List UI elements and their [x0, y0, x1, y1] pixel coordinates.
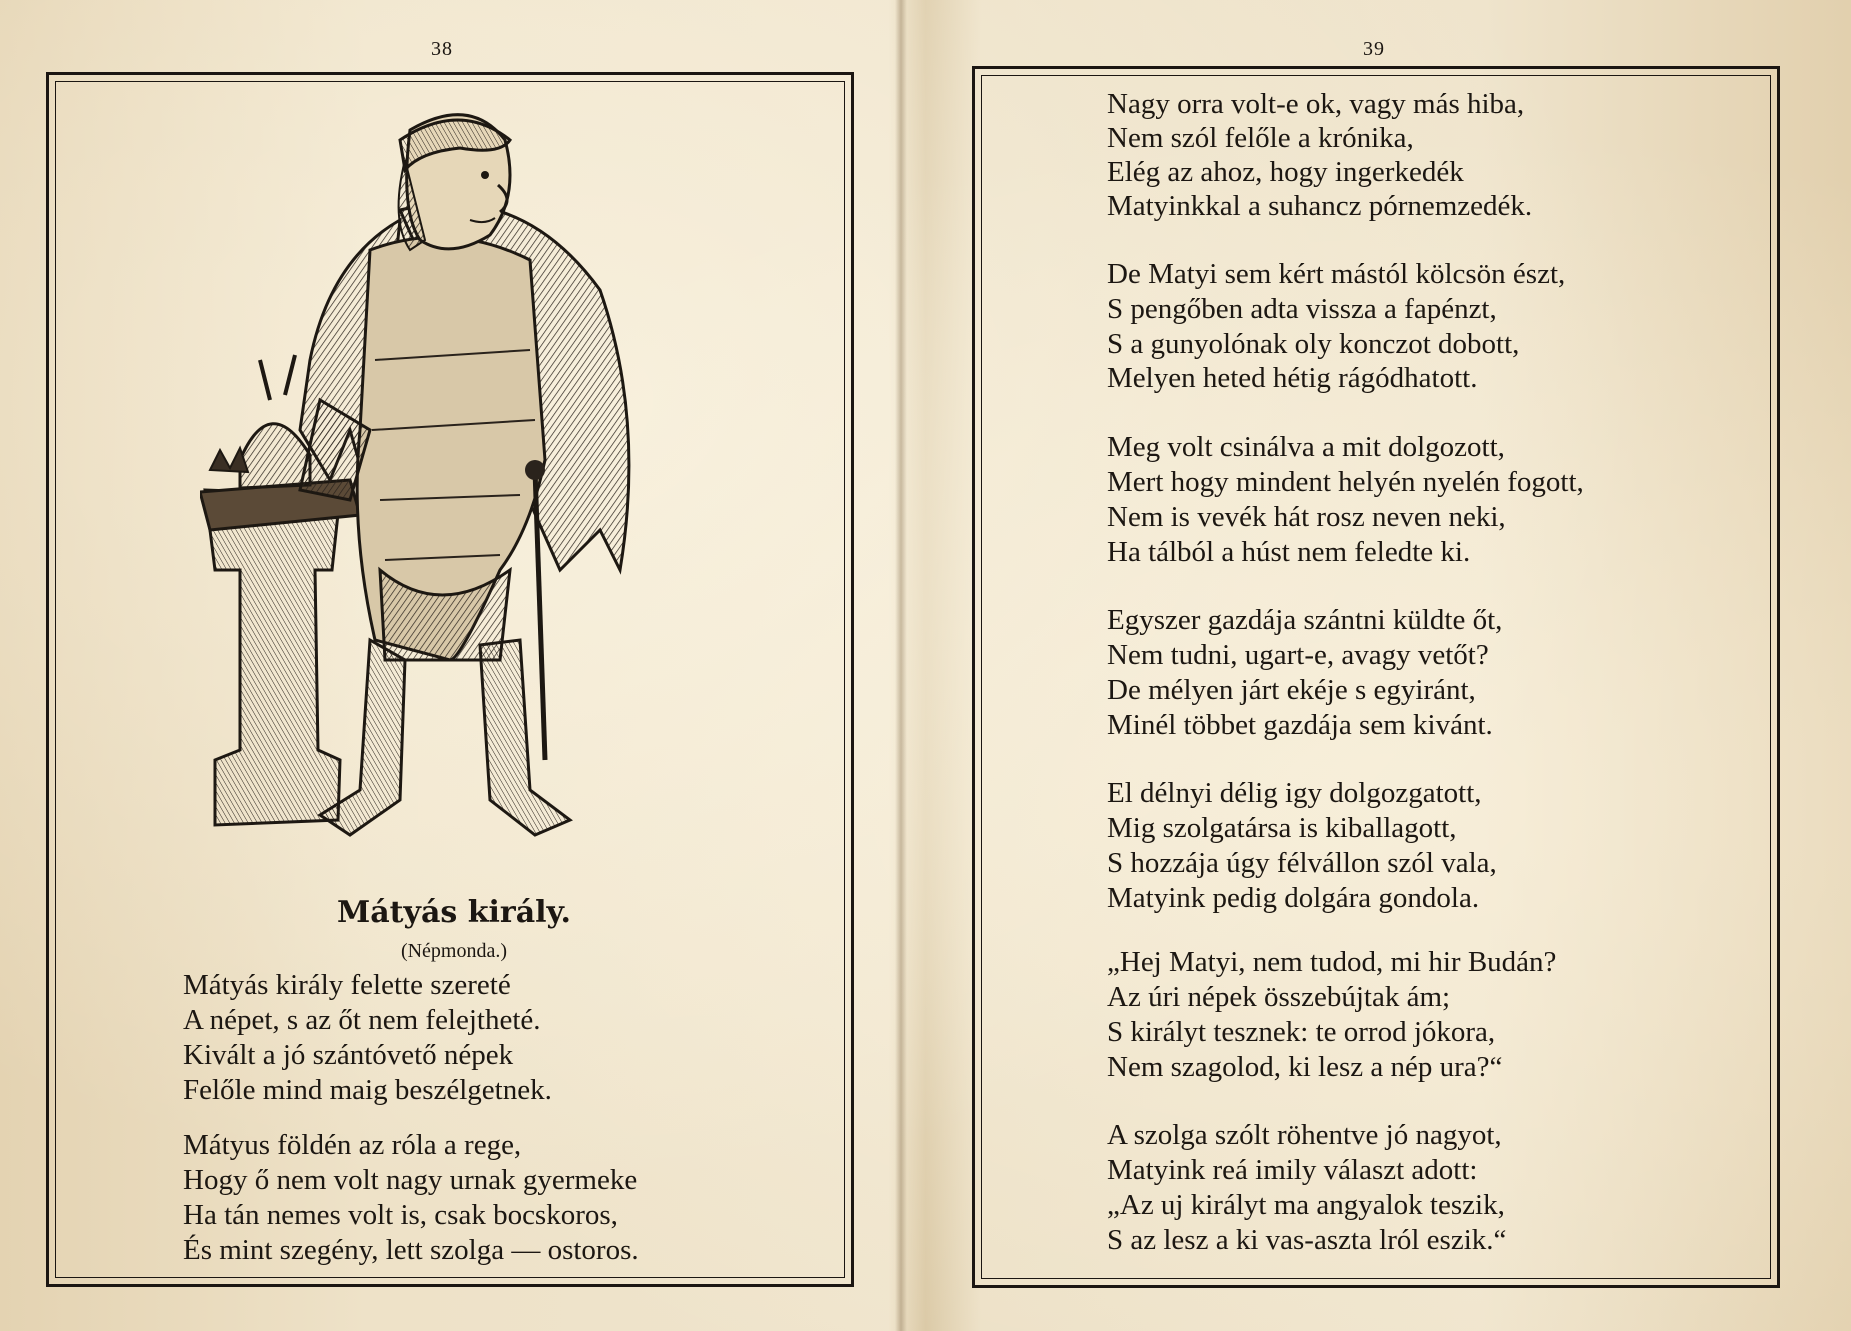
poem-line: Nagy orra volt-e ok, vagy más hiba, — [1107, 88, 1525, 120]
poem-title: Mátyás király. — [337, 895, 571, 930]
poem-line: Elég az ahoz, hogy ingerkedék — [1107, 156, 1464, 188]
page-number-right: 39 — [1363, 38, 1385, 60]
poem-line: De mélyen járt ekéje s egyiránt, — [1107, 674, 1476, 706]
poem-line: S a gunyolónak oly konczot dobott, — [1107, 328, 1520, 360]
poem-line: Felőle mind maig beszélgetnek. — [183, 1074, 552, 1106]
poem-line: El délnyi délig igy dolgozgatott, — [1107, 777, 1482, 809]
poem-line: De Matyi sem kért mástól kölcsön észt, — [1107, 258, 1566, 290]
poem-line: Ha tán nemes volt is, csak bocskoros, — [183, 1199, 618, 1231]
book-gutter — [895, 0, 907, 1331]
poem-line: Matyinkkal a suhancz pórnemzedék. — [1107, 190, 1533, 222]
poem-line: A népet, s az őt nem felejtheté. — [183, 1004, 541, 1036]
page-number-left: 38 — [431, 38, 453, 60]
poem-line: Nem szagolod, ki lesz a nép ura?“ — [1107, 1051, 1503, 1083]
poem-line: Kivált a jó szántóvető népek — [183, 1039, 514, 1071]
poem-line: S hozzája úgy félvállon szól vala, — [1107, 847, 1497, 879]
poem-line: „Hej Matyi, nem tudod, mi hir Budán? — [1107, 946, 1557, 978]
poem-line: Mátyás király felette szereté — [183, 969, 511, 1001]
king-matthias-engraving-icon — [200, 100, 640, 880]
poem-line: S pengőben adta vissza a fapénzt, — [1107, 293, 1497, 325]
poem-line: És mint szegény, lett szolga — ostoros. — [183, 1234, 639, 1266]
poem-line: Matyink pedig dolgára gondola. — [1107, 882, 1480, 914]
poem-line: Nem szól felőle a krónika, — [1107, 122, 1414, 154]
poem-line: Minél többet gazdája sem kivánt. — [1107, 709, 1493, 741]
poem-line: Nem is vevék hát rosz neven neki, — [1107, 501, 1506, 533]
poem-line: „Az uj királyt ma angyalok teszik, — [1107, 1189, 1505, 1221]
poem-line: Mig szolgatársa is kiballagott, — [1107, 812, 1457, 844]
poem-line: Melyen heted hétig rágódhatott. — [1107, 362, 1478, 394]
poem-line: Egyszer gazdája szántni küldte őt, — [1107, 604, 1503, 636]
poem-line: S királyt tesznek: te orrod jókora, — [1107, 1016, 1496, 1048]
poem-line: Mátyus földén az róla a rege, — [183, 1129, 522, 1161]
poem-line: Hogy ő nem volt nagy urnak gyermeke — [183, 1164, 638, 1196]
poem-line: Meg volt csinálva a mit dolgozott, — [1107, 431, 1505, 463]
poem-line: A szolga szólt röhentve jó nagyot, — [1107, 1119, 1502, 1151]
poem-line: Nem tudni, ugart-e, avagy vetőt? — [1107, 639, 1489, 671]
poem-subtitle: (Népmonda.) — [400, 940, 508, 962]
poem-line: Matyink reá imily választ adott: — [1107, 1154, 1478, 1186]
poem-line: S az lesz a ki vas-aszta lról eszik.“ — [1107, 1224, 1507, 1256]
poem-line: Az úri népek összebújtak ám; — [1107, 981, 1451, 1013]
poem-line: Mert hogy mindent helyén nyelén fogott, — [1107, 466, 1584, 498]
poem-line: Ha tálból a húst nem feledte ki. — [1107, 536, 1471, 568]
